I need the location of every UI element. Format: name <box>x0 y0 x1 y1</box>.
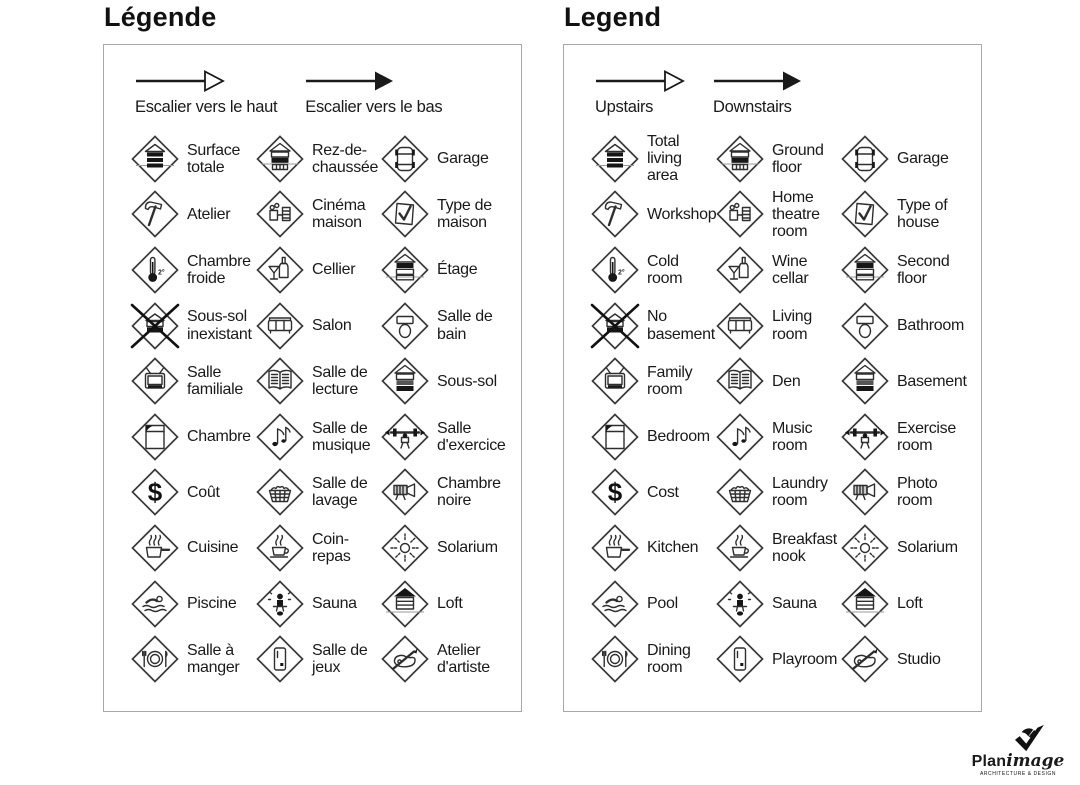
legend-item-label: Cost <box>647 483 679 501</box>
legend-item-label: Wine cellar <box>772 252 809 287</box>
studio-icon <box>381 635 429 683</box>
legend-box-english <box>563 44 982 712</box>
dining-room-icon <box>591 635 639 683</box>
no-basement-icon <box>591 302 639 350</box>
legend-item <box>131 302 256 350</box>
garage-icon <box>381 135 429 183</box>
legend-item <box>256 468 381 516</box>
music-room-icon <box>256 413 304 461</box>
legend-item-label: Kitchen <box>647 539 699 557</box>
exercise-room-icon <box>381 413 429 461</box>
legend-item <box>381 468 506 516</box>
legend-item <box>716 635 841 683</box>
legend-item <box>591 524 716 572</box>
legend-item-label: Dining room <box>647 642 691 677</box>
legend-item-label: Surface totale <box>187 141 241 176</box>
legend-item <box>256 246 381 294</box>
legend-item-label: Playroom <box>772 650 838 668</box>
legend-item-label: Exercise room <box>897 419 956 454</box>
legend-item-label: Salle de lecture <box>312 364 368 399</box>
legend-item <box>256 135 381 183</box>
legend-item <box>131 246 256 294</box>
panel-title-english: Legend <box>564 2 662 32</box>
legend-item-label: Studio <box>897 650 941 668</box>
legend-item <box>131 413 256 461</box>
arrow-label: Escalier vers le bas <box>305 98 443 116</box>
legend-item <box>591 635 716 683</box>
music-room-icon <box>716 413 764 461</box>
legend-item-label: Salle de bain <box>437 308 493 343</box>
legend-item-label: Chambre noire <box>437 475 501 510</box>
legend-item <box>256 302 381 350</box>
ground-floor-icon <box>256 135 304 183</box>
legend-item-label: Salle de musique <box>312 419 371 454</box>
legend-item <box>381 302 506 350</box>
loft-icon <box>841 580 889 628</box>
legend-item-label: Breakfast nook <box>772 530 837 565</box>
legend-item-label: Loft <box>437 594 463 612</box>
solarium-icon <box>381 524 429 572</box>
photo-room-icon <box>381 468 429 516</box>
legend-panel-french <box>103 2 522 712</box>
legend-item <box>841 357 966 405</box>
stairs-up-arrow-icon <box>135 69 225 93</box>
legend-item <box>131 635 256 683</box>
cold-room-icon <box>131 246 179 294</box>
legend-item-label: Type of house <box>897 197 948 232</box>
legend-item <box>381 635 506 683</box>
cost-icon <box>591 468 639 516</box>
legend-item <box>381 580 506 628</box>
legend-item <box>841 413 966 461</box>
legend-item-label: Total living area <box>647 133 682 185</box>
sauna-icon <box>256 580 304 628</box>
pool-icon <box>131 580 179 628</box>
legend-item <box>716 413 841 461</box>
legend-item-label: Laundry room <box>772 475 828 510</box>
stairs-up-arrow-icon <box>595 69 685 93</box>
logo-text-image: image <box>1006 751 1065 771</box>
cold-room-icon <box>591 246 639 294</box>
legend-item <box>381 135 506 183</box>
planimage-logo-icon <box>1012 724 1046 752</box>
legend-item <box>716 468 841 516</box>
legend-item-label: Rez-de-chaussée <box>312 141 379 176</box>
legend-item-label: Étage <box>437 261 478 279</box>
arrow-legend-item <box>595 69 685 117</box>
legend-item <box>716 357 841 405</box>
legend-item <box>591 133 716 184</box>
legend-item-label: Coût <box>187 483 220 501</box>
pool-icon <box>591 580 639 628</box>
arrow-legend-item <box>135 69 277 117</box>
legend-item-label: Sous-sol inexistant <box>187 308 252 343</box>
legend-item <box>256 580 381 628</box>
cost-icon <box>131 468 179 516</box>
workshop-icon <box>131 190 179 238</box>
legend-item <box>256 357 381 405</box>
legend-box-french <box>103 44 522 712</box>
legend-item <box>591 190 716 238</box>
legend-item <box>841 246 966 294</box>
legend-item-label: Home theatre room <box>772 188 820 240</box>
wine-cellar-icon <box>716 246 764 294</box>
arrow-legend-item <box>305 69 442 117</box>
legend-item <box>716 189 841 240</box>
legend-item <box>591 302 716 350</box>
legend-item-label: Garage <box>437 150 489 168</box>
arrow-legend-item <box>713 69 803 117</box>
logo-text-plan: Plan <box>971 753 1007 770</box>
legend-item <box>591 413 716 461</box>
legend-item <box>381 524 506 572</box>
logo-tagline: ARCHITECTURE & DESIGN <box>979 771 1056 777</box>
legend-item-label: Salon <box>312 317 352 335</box>
breakfast-nook-icon <box>716 524 764 572</box>
legend-item <box>131 524 256 572</box>
legend-item-label: Salle à manger <box>187 642 240 677</box>
legend-item-label: Second floor <box>897 252 950 287</box>
bathroom-icon <box>841 302 889 350</box>
legend-item-label: Den <box>772 372 801 390</box>
legend-item-label: Basement <box>897 372 967 390</box>
legend-item <box>381 246 506 294</box>
legend-item <box>381 413 506 461</box>
home-theatre-icon <box>716 190 764 238</box>
legend-item-label: Coin-repas <box>312 530 351 565</box>
legend-item <box>131 190 256 238</box>
legend-item <box>591 468 716 516</box>
svg-text:$: $ <box>607 477 623 508</box>
den-icon <box>256 357 304 405</box>
legend-item-label: Chambre <box>187 428 251 446</box>
legend-item-label: Salle de jeux <box>312 642 368 677</box>
legend-item <box>841 635 966 683</box>
arrow-label: Upstairs <box>595 98 654 116</box>
playroom-icon <box>256 635 304 683</box>
legend-panel-english <box>563 2 982 712</box>
legend-item-label: Ground floor <box>772 141 824 176</box>
legend-item <box>716 580 841 628</box>
sauna-icon <box>716 580 764 628</box>
kitchen-icon <box>591 524 639 572</box>
svg-text:2°: 2° <box>158 269 165 277</box>
wine-cellar-icon <box>256 246 304 294</box>
legend-item-label: Sauna <box>312 594 357 612</box>
legend-item <box>716 135 841 183</box>
bedroom-icon <box>131 413 179 461</box>
legend-item-label: Cellier <box>312 261 356 279</box>
legend-item-label: Living room <box>772 308 813 343</box>
legend-item-label: Cinéma maison <box>312 197 366 232</box>
legend-item <box>841 302 966 350</box>
legend-item-label: Type de maison <box>437 197 492 232</box>
panel-title-french: Légende <box>104 2 217 32</box>
legend-item <box>841 190 966 238</box>
ground-floor-icon <box>716 135 764 183</box>
svg-text:2°: 2° <box>618 269 625 277</box>
loft-icon <box>381 580 429 628</box>
house-type-icon <box>381 190 429 238</box>
laundry-icon <box>716 468 764 516</box>
bathroom-icon <box>381 302 429 350</box>
solarium-icon <box>841 524 889 572</box>
legend-item <box>256 524 381 572</box>
legend-item-label: Cuisine <box>187 539 239 557</box>
legend-item <box>381 190 506 238</box>
stairs-down-arrow-icon <box>305 69 395 93</box>
legend-item-label: Piscine <box>187 594 237 612</box>
family-room-icon <box>591 357 639 405</box>
workshop-icon <box>591 190 639 238</box>
stairs-down-arrow-icon <box>713 69 803 93</box>
laundry-icon <box>256 468 304 516</box>
basement-icon <box>381 357 429 405</box>
breakfast-nook-icon <box>256 524 304 572</box>
basement-icon <box>841 357 889 405</box>
legend-item <box>841 580 966 628</box>
legend-item-label: Chambre froide <box>187 252 251 287</box>
studio-icon <box>841 635 889 683</box>
legend-item-label: Garage <box>897 150 949 168</box>
total-area-icon <box>131 135 179 183</box>
legend-grid <box>591 131 971 687</box>
planimage-logo-wordmark <box>970 753 1066 770</box>
arrow-label: Escalier vers le haut <box>135 98 278 116</box>
legend-item <box>716 524 841 572</box>
legend-item-label: Bedroom <box>647 428 710 446</box>
legend-item <box>131 135 256 183</box>
legend-item <box>716 246 841 294</box>
playroom-icon <box>716 635 764 683</box>
legend-item <box>256 635 381 683</box>
legend-item <box>716 302 841 350</box>
second-floor-icon <box>841 246 889 294</box>
home-theatre-icon <box>256 190 304 238</box>
legend-item-label: Family room <box>647 364 693 399</box>
legend-item-label: Solarium <box>437 539 498 557</box>
dining-room-icon <box>131 635 179 683</box>
legend-grid <box>131 131 511 687</box>
legend-item <box>591 357 716 405</box>
legend-item-label: Bathroom <box>897 317 964 335</box>
legend-item <box>131 357 256 405</box>
family-room-icon <box>131 357 179 405</box>
living-room-icon <box>256 302 304 350</box>
no-basement-icon <box>131 302 179 350</box>
stair-arrows <box>595 69 971 117</box>
legend-item-label: Salle de lavage <box>312 475 368 510</box>
legend-item-label: Solarium <box>897 539 958 557</box>
legend-item-label: Atelier d'artiste <box>437 642 490 677</box>
legend-item-label: Pool <box>647 594 678 612</box>
legend-item-label: Music room <box>772 419 813 454</box>
kitchen-icon <box>131 524 179 572</box>
planimage-logo <box>970 724 1066 777</box>
legend-item-label: Atelier <box>187 205 231 223</box>
exercise-room-icon <box>841 413 889 461</box>
legend-item-label: Workshop <box>647 205 717 223</box>
legend-item <box>256 413 381 461</box>
total-area-icon <box>591 135 639 183</box>
legend-item <box>256 190 381 238</box>
photo-room-icon <box>841 468 889 516</box>
legend-item-label: Photo room <box>897 475 938 510</box>
legend-item <box>131 580 256 628</box>
living-room-icon <box>716 302 764 350</box>
garage-icon <box>841 135 889 183</box>
legend-item-label: No basement <box>647 308 715 343</box>
legend-item <box>591 580 716 628</box>
legend-item-label: Sauna <box>772 594 817 612</box>
den-icon <box>716 357 764 405</box>
legend-item <box>841 468 966 516</box>
legend-item-label: Loft <box>897 594 923 612</box>
house-type-icon <box>841 190 889 238</box>
legend-item-label: Salle d'exercice <box>437 419 506 454</box>
legend-item-label: Cold room <box>647 252 683 287</box>
stair-arrows <box>135 69 511 117</box>
second-floor-icon <box>381 246 429 294</box>
bedroom-icon <box>591 413 639 461</box>
legend-item-label: Salle familiale <box>187 364 243 399</box>
legend-item <box>381 357 506 405</box>
legend-item <box>131 468 256 516</box>
arrow-label: Downstairs <box>713 98 792 116</box>
svg-text:$: $ <box>147 477 163 508</box>
legend-item <box>591 246 716 294</box>
legend-item-label: Sous-sol <box>437 372 497 390</box>
legend-item <box>841 135 966 183</box>
legend-item <box>841 524 966 572</box>
